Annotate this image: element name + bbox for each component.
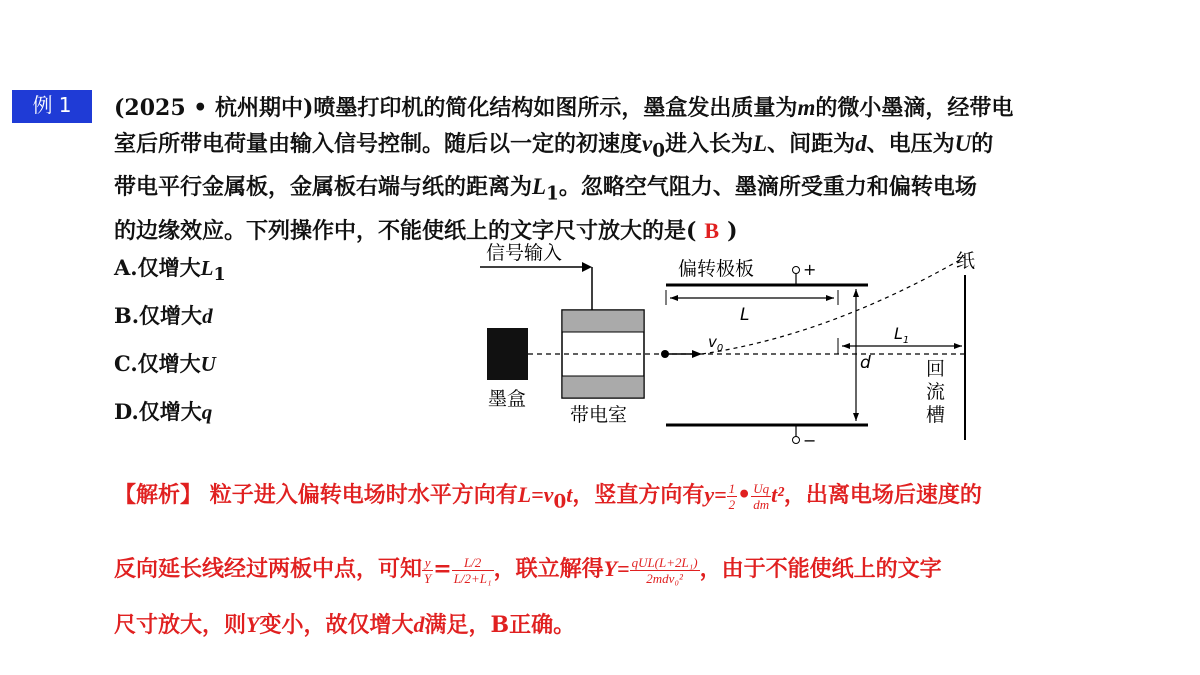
option-a: A.仅增大$L_1$: [114, 255, 226, 286]
plus-terminal: [793, 267, 800, 274]
inkjet-diagram: [470, 235, 1000, 450]
trough-label-2: 流: [926, 381, 946, 403]
L1-label: $L_1$: [894, 324, 910, 346]
fraction-y-Y: $\frac{y}{Y}$: [424, 554, 432, 586]
option-b: B.仅增大d: [114, 303, 213, 328]
fraction-uq-dm: $\frac{Uq}{dm}$: [753, 480, 770, 512]
signal-arrow-icon: [582, 262, 592, 272]
minus-terminal: [793, 437, 800, 444]
fraction-Y-result: $\frac{\text{qUL(L+2L₁)}}{\text{2mdv₀²}}$: [631, 554, 698, 586]
answer-mark: B: [704, 217, 720, 243]
ink-box-label: 墨盒: [488, 388, 527, 410]
question-text: (2025 • 杭州期中)喷墨打印机的简化结构如图所示，墨盒发出质量为m的微小墨滴，经带电 室后所带电荷量由输入信号控制。随后以一定的初速度$v_0$进入长为L、间距为d、电压为U的 带电平行金属板，金属板右端与纸的距离为$L_1$。忽略空气阻力、墨滴所受重力和偏转电场 的边缘效应。下列操作中，不能使纸上的文字尺寸放大的是( B ): [114, 95, 1014, 244]
fraction-ratio: $\frac{L/2}{\text{L/2+L₁}}$: [453, 554, 492, 586]
signal-input-label: 信号输入: [486, 242, 563, 264]
v0-label: $v_0$: [708, 333, 724, 354]
ink-box: [487, 328, 528, 380]
paper-label: 纸: [956, 250, 976, 272]
plus-sign: +: [803, 260, 817, 279]
option-d: D.仅增大q: [114, 399, 213, 424]
example-tag: 例 1: [12, 90, 92, 120]
charge-room-label: 带电室: [570, 404, 628, 426]
solution-line-2: 反向延长线经过两板中点，可知 $\frac{y}{Y}$ = $\frac{L/2}{\text{L/2+L₁}}$ ，联立解得Y= $\frac{\text{qUL(L+2L₁)}}{\text{2mdv₀²}}$ ，由于不能使纸上的文字: [114, 554, 942, 586]
minus-sign: −: [803, 431, 817, 450]
fraction-half: $\frac{1}{2}$: [728, 480, 736, 512]
deflect-plates-label: 偏转极板: [678, 258, 755, 280]
solution-line-1: 【解析】 粒子进入偏转电场时水平方向有$L=v_0t$，竖直方向有y= $\frac{1}{2}$ • $\frac{Uq}{dm}$ t²，出离电场后速度的: [114, 480, 982, 513]
trough-label-3: 槽: [926, 404, 946, 426]
option-c: C.仅增大U: [114, 351, 216, 376]
L-label: L: [740, 305, 750, 325]
d-label: d: [860, 353, 871, 373]
velocity-arrow-icon: [692, 350, 702, 358]
trough-label-1: 回: [926, 358, 946, 380]
solution-line-3: 尺寸放大，则Y变小，故仅增大d满足，B正确。: [114, 612, 576, 638]
